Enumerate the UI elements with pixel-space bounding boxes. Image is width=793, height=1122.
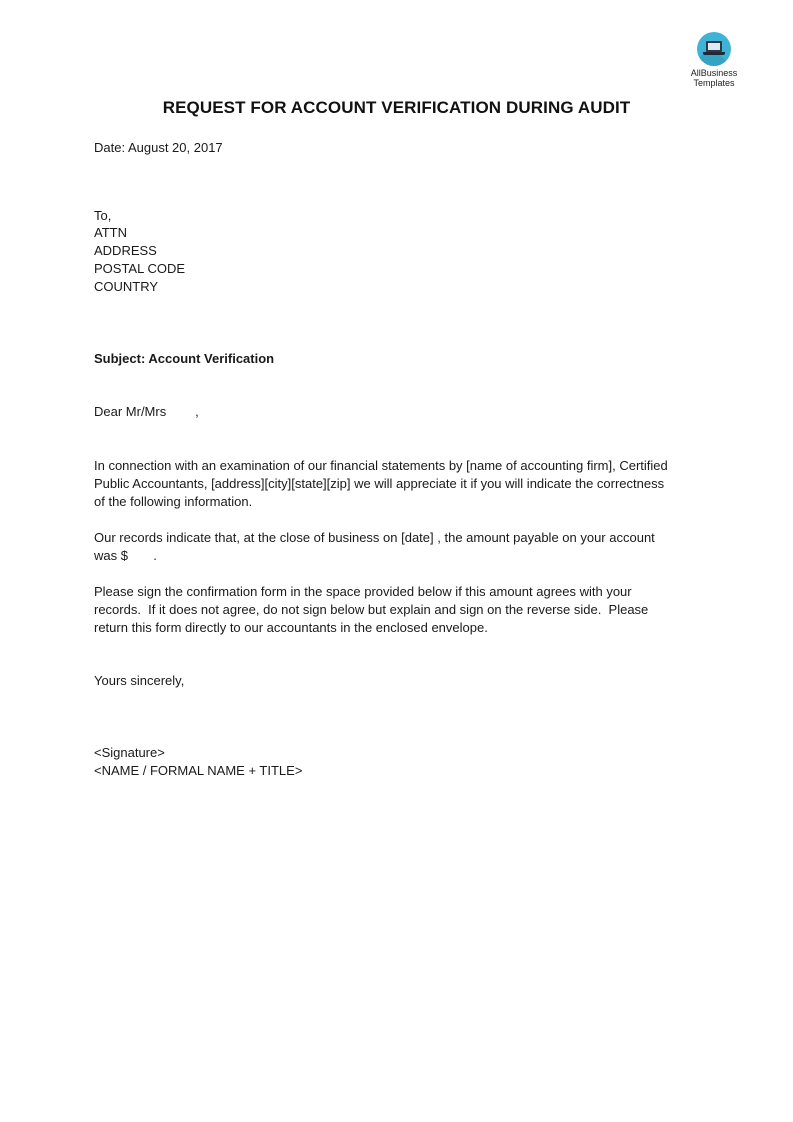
paragraph-line: Public Accountants, [address][city][state][zip] we will appreciate it if you will indicate the correctness: [94, 476, 665, 491]
name-title-placeholder: <NAME / FORMAL NAME + TITLE>: [94, 763, 303, 778]
body-paragraph-2: [94, 529, 704, 565]
paragraph-line: Please sign the confirmation form in the space provided below if this amount agrees with your: [94, 584, 632, 599]
laptop-icon: [697, 32, 731, 66]
recipient-attn: ATTN: [94, 225, 127, 240]
paragraph-line: return this form directly to our accountants in the enclosed envelope.: [94, 620, 488, 635]
paragraph-line: In connection with an examination of our financial statements by [name of accounting firm], Certified: [94, 458, 668, 473]
signature-placeholder: <Signature>: [94, 745, 165, 760]
paragraph-line: of the following information.: [94, 494, 253, 509]
recipient-country: COUNTRY: [94, 279, 159, 294]
body-paragraph-1: [94, 457, 704, 511]
logo-brand-text: [686, 68, 742, 88]
paragraph-line: was $ .: [94, 548, 157, 563]
allbusiness-templates-logo: [686, 32, 742, 88]
letter-subject: Subject: Account Verification: [94, 351, 275, 366]
body-paragraph-3: [94, 583, 704, 637]
recipient-to: To,: [94, 208, 112, 223]
logo-brand-line1: AllBusiness: [690, 68, 738, 78]
paragraph-line: records. If it does not agree, do not sign below but explain and sign on the reverse side. Please: [94, 602, 649, 617]
letter-closing: Yours sincerely,: [94, 673, 185, 688]
letter-date: Date: August 20, 2017: [94, 140, 223, 155]
recipient-address: ADDRESS: [94, 243, 157, 258]
logo-brand-line2: Templates: [693, 78, 735, 88]
letter-salutation: Dear Mr/Mrs ,: [94, 404, 199, 419]
recipient-postal-code: POSTAL CODE: [94, 261, 186, 276]
paragraph-line: Our records indicate that, at the close of business on [date] , the amount payable on your account: [94, 530, 655, 545]
document-title: REQUEST FOR ACCOUNT VERIFICATION DURING AUDIT: [162, 98, 631, 117]
